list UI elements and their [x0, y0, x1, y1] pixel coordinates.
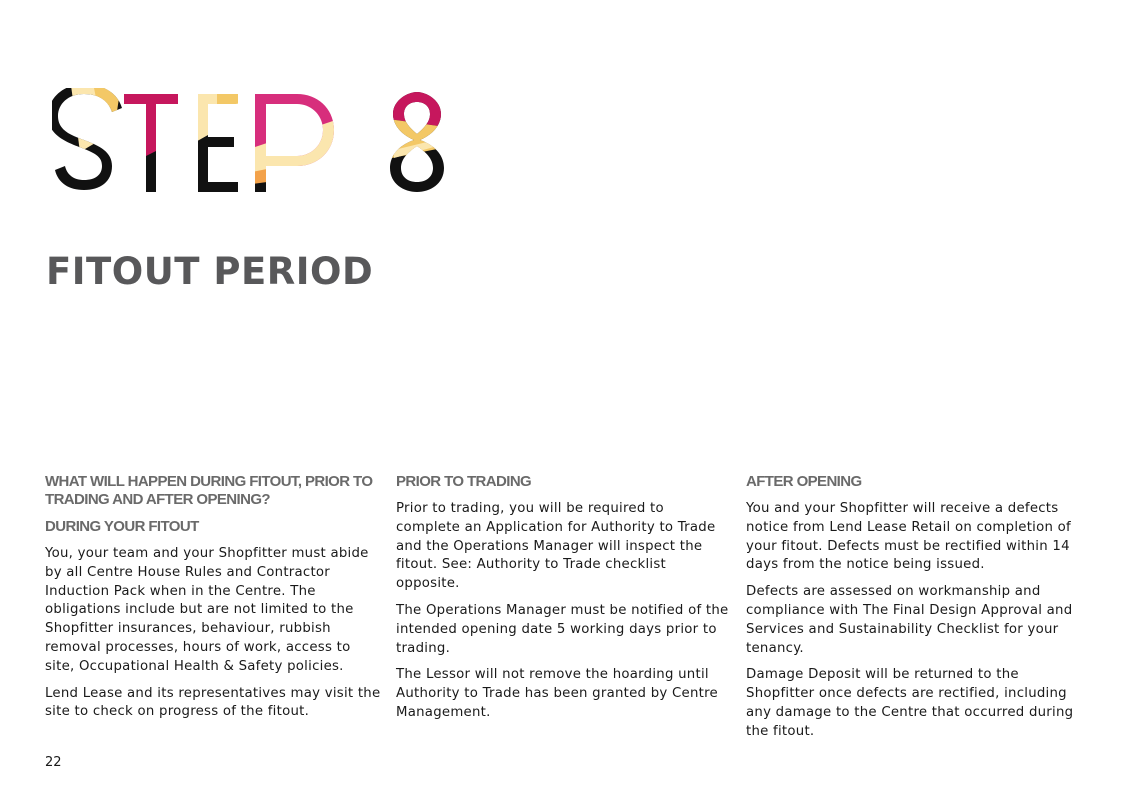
paragraph: The Operations Manager must be notified of the intended opening date 5 working days prior to trading.: [396, 602, 729, 656]
column-after-opening: [746, 473, 1082, 750]
paragraph: Prior to trading, you will be required to complete an Application for Authority to Trade and the Operations Manager will inspect the fitout. See: Authority to Trade checklist opposite.: [396, 501, 716, 592]
prior-to-trading-heading: PRIOR TO TRADING: [396, 473, 532, 490]
paragraph: Damage Deposit will be returned to the Shopfitter once defects are rectified, including any damage to the Centre that occurred during the fitout.: [746, 667, 1074, 739]
letter-e: [192, 88, 242, 198]
letter-t: [122, 88, 182, 198]
column-during-fitout: [45, 473, 381, 730]
during-fitout-heading: DURING YOUR FITOUT: [45, 518, 199, 535]
paragraph: Defects are assessed on workmanship and compliance with The Final Design Approval and Services and Sustainability Checklist for your tenancy.: [746, 584, 1073, 656]
step-8-heading: [52, 88, 452, 198]
paragraph: You, your team and your Shopfitter must abide by all Centre House Rules and Contractor Induction Pack when in the Centre. The obligations include but are not limited to the Shopfitter insurances, behaviour, rubbish removal processes, hours of work, access to site, Occupational Health & Safety policies.: [45, 546, 369, 674]
section-title: FITOUT PERIOD: [46, 250, 374, 293]
column-prior-to-trading: [396, 473, 732, 731]
paragraph: You and your Shopfitter will receive a defects notice from Lend Lease Retail on completion of your fitout. Defects must be rectified within 14 days from the notice being issued.: [746, 501, 1071, 573]
paragraph: The Lessor will not remove the hoarding until Authority to Trade has been granted by Centre Management.: [396, 667, 718, 720]
letter-p: [252, 88, 342, 198]
lead-heading: WHAT WILL HAPPEN DURING FITOUT, PRIOR TO TRADING AND AFTER OPENING?: [45, 473, 373, 508]
page-number: 22: [45, 755, 62, 770]
letter-s: [52, 88, 132, 198]
after-opening-heading: AFTER OPENING: [746, 473, 862, 490]
digit-8: [382, 88, 452, 198]
paragraph: Lend Lease and its representatives may visit the site to check on progress of the fitout.: [45, 685, 381, 720]
